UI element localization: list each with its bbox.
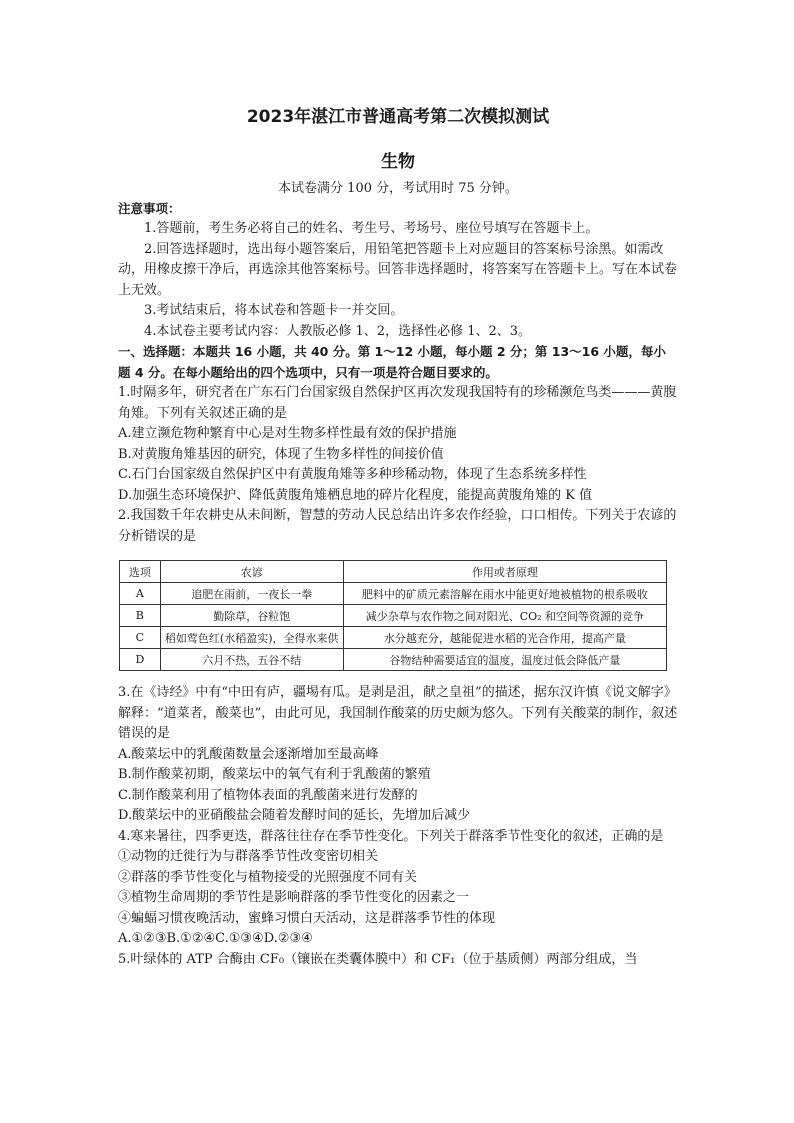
question-1-option: C.石门台国家级自然保护区中有黄腹角雉等多种珍稀动物，体现了生态系统多样性 xyxy=(118,467,587,482)
question-4-options: A.①②③B.①②④C.①③④D.②③④ xyxy=(118,931,313,946)
question-3-option: D.酸菜坛中的亚硝酸盐会随着发酵时间的延长，先增加后减少 xyxy=(118,808,471,823)
question-3-option: C.制作酸菜利用了植物体表面的乳酸菌来进行发酵的 xyxy=(118,787,418,803)
table-row xyxy=(120,627,667,649)
farming-proverb-table xyxy=(119,560,667,671)
question-4-statement: ②群落的季节性变化与植物接受的光照强度不同有关 xyxy=(118,869,418,885)
table-header-row xyxy=(120,561,667,583)
table-cell: 水分越充分，越能促进水稻的光合作用，提高产量 xyxy=(343,627,666,649)
note-item: 4.本试卷主要考试内容：人教版必修 1、2，选择性必修 1、2、3。 xyxy=(144,323,532,339)
table-header: 作用或者原理 xyxy=(343,561,666,583)
table-cell: 六月不热，五谷不结 xyxy=(160,649,343,671)
question-1-option: A.建立濒危物种繁育中心是对生物多样性最有效的保护措施 xyxy=(118,426,457,441)
table-cell: 谷物结种需要适宜的温度，温度过低会降低产量 xyxy=(343,649,666,671)
question-3-option: A.酸菜坛中的乳酸菌数量会逐渐增加至最高峰 xyxy=(118,746,379,762)
note-item: 1.答题前，考生务必将自己的姓名、考生号、考场号、座位号填写在答题卡上。 xyxy=(144,221,599,236)
table-cell: A xyxy=(120,583,161,605)
question-4-statement: ①动物的迁徙行为与群落季节性改变密切相关 xyxy=(118,849,379,864)
exam-title: 2023年湛江市普通高考第二次模拟测试 xyxy=(246,107,550,127)
question-1-option: B.对黄腹角雉基因的研究，体现了生物多样性的间接价值 xyxy=(118,446,444,462)
table-row xyxy=(120,583,667,605)
table-header: 选项 xyxy=(120,561,161,583)
table-row xyxy=(120,649,667,671)
question-1-option: D.加强生态环境保护、降低黄腹角雉栖息地的碎片化程度，能提高黄腹角雉的 K 值 xyxy=(118,487,593,503)
question-4-statement: ③植物生命周期的季节性是影响群落的季节性变化的因素之一 xyxy=(118,890,470,905)
notes-heading: 注意事项： xyxy=(118,201,181,216)
table-cell: C xyxy=(120,627,161,649)
section-heading: 一、选择题：本题共 16 小题，共 40 分。第 1～12 小题，每小题 2 分；第 13～16 小题，每小题 4 分。在每小题给出的四个选项中，只有一项是符合题目要求的。 xyxy=(118,344,666,380)
table-cell: B xyxy=(120,605,161,627)
table-cell: 勤除草，谷粒饱 xyxy=(160,605,343,627)
table-cell: 减少杂草与农作物之间对阳光、CO₂ 和空间等资源的竞争 xyxy=(343,605,666,627)
question-1-stem: 1.时隔多年，研究者在广东石门台国家级自然保护区再次发现我国特有的珍稀濒危鸟类———黄腹角雉。下列有关叙述正确的是 xyxy=(118,385,677,421)
question-4-stem: 4.寒来暑往，四季更迭，群落往往存在季节性变化。下列关于群落季节性变化的叙述，正确的是 xyxy=(118,828,664,844)
exam-info: 本试卷满分 100 分，考试用时 75 分钟。 xyxy=(278,181,518,196)
table-cell: 肥料中的矿质元素溶解在雨水中能更好地被植物的根系吸收 xyxy=(343,583,666,605)
question-3-option: B.制作酸菜初期，酸菜坛中的氧气有利于乳酸菌的繁殖 xyxy=(118,767,431,782)
table-cell: 稻如莺色红(水稻盈实)，全得水来供 xyxy=(160,627,343,649)
question-4-statement: ④蝙蝠习惯夜晚活动，蜜蜂习惯白天活动，这是群落季节性的体现 xyxy=(118,910,496,926)
note-item: 2.回答选择题时，选出每小题答案后，用铅笔把答题卡上对应题目的答案标号涂黑。如需改动，用橡皮擦干净后，再选涂其他答案标号。回答非选择题时，将答案写在答题卡上。写在本试卷上无效。 xyxy=(118,241,678,298)
question-5-stem: 5.叶绿体的 ATP 合酶由 CF₀（镶嵌在类囊体膜中）和 CF₁（位于基质侧）两部分组成，当 xyxy=(118,951,638,967)
table-header: 农谚 xyxy=(160,561,343,583)
table-cell: 追肥在雨前，一夜长一拳 xyxy=(160,583,343,605)
table-row xyxy=(120,605,667,627)
question-2-stem: 2.我国数千年农耕史从未间断，智慧的劳动人民总结出许多农作经验，口口相传。下列关于农谚的分析错误的是 xyxy=(118,508,677,544)
exam-page xyxy=(118,104,678,970)
table-cell: D xyxy=(120,649,161,671)
question-3-stem: 3.在《诗经》中有“中田有庐，疆埸有瓜。是剥是沮，献之皇祖”的描述，据东汉许慎《说文解字》解释：“道菜者，酸菜也”，由此可见，我国制作酸菜的历史颇为悠久。下列有关酸菜的制作，叙述错误的是 xyxy=(118,685,678,741)
note-item: 3.考试结束后，将本试卷和答题卡一并交回。 xyxy=(144,303,404,318)
subject-title: 生物 xyxy=(381,152,415,172)
